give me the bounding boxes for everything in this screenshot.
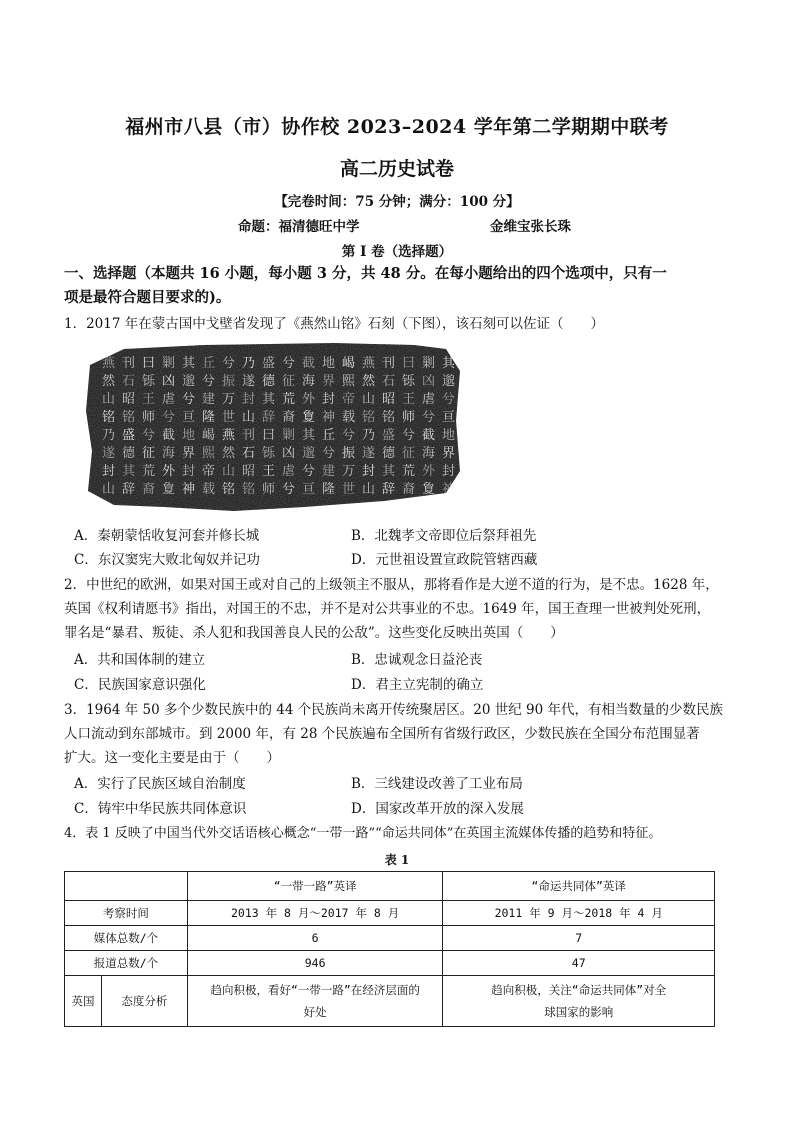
inscription-glyph: 石 [242,446,256,461]
q2-option-a[interactable]: A．共和国体制的建立 [74,652,206,668]
q3-option-a[interactable]: A．实行了民族区域自治制度 [74,776,246,792]
inscription-glyph: 其 [302,428,316,443]
inscription-glyph: 帝 [202,464,216,479]
inscription-glyph: 兮 [182,392,196,407]
question-4-stem: 4．表 1 反映了中国当代外交话语核心概念“一带一路”“命运共同体”在英国主流媒体传播的趋势和特征。 [64,826,662,841]
inscription-glyph: 封 [442,464,456,479]
inscription-glyph: 盛 [122,428,136,443]
inscription-glyph: 其 [122,464,136,479]
inscription-glyph: 辞 [382,482,396,497]
question-3-stem [64,698,732,770]
inscription-glyph: 万 [342,464,356,479]
inscription-glyph: 剿 [282,428,296,443]
inscription-glyph: 地 [442,428,456,443]
inscription-glyph: 德 [122,446,136,461]
inscription-glyph: 兮 [282,482,296,497]
table-corner-cell [65,872,188,901]
table-row-label: 考察时间 [65,901,188,926]
inscription-glyph: 征 [402,446,416,461]
table-label-attitude: 态度分析 [121,994,168,1008]
inscription-glyph: 昭 [242,464,256,479]
inscription-glyph: 隆 [202,410,216,425]
cell-line: 好处 [303,1005,327,1019]
inscription-image [84,341,464,513]
question-line: 罪名是“暴君、叛徒、杀人犯和我国善良人民的公敌”。这些变化反映出英国（ ） [64,625,564,641]
inscription-glyph: 界 [442,446,456,461]
table-row [65,901,715,926]
inscription-glyph: 昭 [122,392,136,407]
table-header-cell: “命运共同体”英译 [443,872,715,901]
question-line: 人口流动到东部城市。到 2000 年，有 28 个民族遍布全国所有省级行政区，少数民族在全国分布范围显著 [64,726,700,742]
exam-author-left: 命题：福清德旺中学 [238,219,360,235]
inscription-glyph: 山 [222,464,236,479]
inscription-glyph: 邈 [302,446,316,461]
inscription-glyph: 铭 [242,482,256,497]
exam-time-info: 【完卷时间：75 分钟；满分：100 分】 [274,194,520,210]
inscription-glyph: 王 [142,392,156,407]
inscription-glyph: 山 [102,482,116,497]
inscription-glyph: 山 [102,392,116,407]
inscription-glyph: 辞 [122,482,136,497]
inscription-glyph: 铭 [382,410,396,425]
inscription-glyph: 其 [182,356,196,371]
exam-author-right: 金维宝张长珠 [490,219,571,235]
inscription-glyph: 亘 [442,410,456,425]
inscription-glyph: 征 [282,374,296,389]
inscription-glyph: 兮 [302,464,316,479]
inscription-glyph: 截 [302,356,316,371]
table-cell: 2013 年 8 月～2017 年 8 月 [187,901,443,926]
table-cell: 946 [187,951,443,976]
table-cell: 2011 年 9 月～2018 年 4 月 [443,901,715,926]
inscription-glyph: 载 [342,410,356,425]
inscription-glyph: 师 [142,410,156,425]
inscription-glyph: 夐 [422,482,436,497]
inscription-glyph: 剿 [162,356,176,371]
inscription-glyph: 石 [122,374,136,389]
inscription-glyph: 燕 [222,428,236,443]
inscription-glyph: 铭 [362,410,376,425]
inscription-glyph: 征 [142,446,156,461]
section-line: 一、选择题（本题共 16 小题，每小题 3 分，共 48 分。在每小题给出的四个选项中，只有一 [64,265,667,282]
part-title: 第 I 卷（选择题） [341,244,453,260]
table-row [65,976,715,1027]
inscription-glyph: 地 [182,428,196,443]
inscription-glyph: 帝 [342,392,356,407]
question-line: 扩大。这一变化主要是由于（ ） [64,750,280,766]
inscription-glyph: 然 [102,374,116,389]
inscription-glyph: 载 [202,482,216,497]
inscription-glyph: 封 [182,464,196,479]
question-line: 2．中世纪的欧洲，如果对国王或对自己的上级领主不服从，那将看作是大逆不道的行为，是不忠。1628 年， [64,577,719,593]
inscription-glyph: 虐 [162,392,176,407]
inscription-glyph: 界 [322,374,336,389]
inscription-glyph: 兮 [322,446,336,461]
inscription-glyph: 铭 [102,410,116,425]
inscription-glyph: 邈 [182,374,196,389]
inscription-glyph: 铄 [402,374,416,389]
inscription-glyph: 兮 [442,392,456,407]
inscription-glyph: 曰 [142,356,156,371]
inscription-glyph: 遂 [362,446,376,461]
inscription-glyph: 燕 [362,356,376,371]
inscription-glyph: 地 [322,356,336,371]
inscription-glyph: 王 [262,464,276,479]
inscription-glyph: 德 [382,446,396,461]
inscription-glyph: 兮 [222,356,236,371]
inscription-glyph: 亘 [302,482,316,497]
inscription-glyph: 封 [102,464,116,479]
inscription-glyph: 铭 [222,482,236,497]
inscription-glyph: 遂 [242,374,256,389]
inscription-glyph: 熙 [342,374,356,389]
inscription-glyph: 荒 [142,464,156,479]
inscription-glyph: 昭 [382,392,396,407]
inscription-glyph: 曰 [262,428,276,443]
inscription-glyph: 世 [342,482,356,497]
inscription-glyph: 剿 [422,356,436,371]
inscription-glyph: 盛 [262,356,276,371]
table-header-row [65,872,715,901]
inscription-glyph: 神 [182,482,196,497]
inscription-glyph: 夐 [162,482,176,497]
table-cell [187,976,443,1027]
table-label-country: 英国 [65,976,102,1026]
table-row-label: 报道总数/个 [65,951,188,976]
q1-option-b[interactable]: B．北魏孝文帝即位后祭拜祖先 [351,528,537,544]
inscription-glyph: 丘 [322,428,336,443]
inscription-glyph: 遂 [102,446,116,461]
inscription-glyph: 虐 [422,392,436,407]
q2-option-d[interactable]: D．君主立宪制的确立 [351,677,484,693]
inscription-glyph: 其 [262,392,276,407]
q1-option-c[interactable]: C．东汉窦宪大败北匈奴并记功 [74,552,260,568]
inscription-glyph: 盛 [382,428,396,443]
inscription-glyph: 嵑 [202,428,216,443]
cell-line: 球国家的影响 [544,1005,614,1019]
cell-line: 趋向积极，关注“命运共同体”对全 [491,983,667,997]
inscription-glyph: 曰 [402,356,416,371]
data-table [64,871,715,1027]
table-row-label: 媒体总数/个 [65,926,188,951]
inscription-glyph: 乃 [362,428,376,443]
inscription-glyph: 刊 [242,428,256,443]
inscription-glyph: 师 [262,482,276,497]
table-caption: 表 1 [384,853,410,867]
inscription-glyph: 刊 [122,356,136,371]
inscription-glyph: 凶 [282,446,296,461]
inscription-glyph: 封 [322,392,336,407]
inscription-glyph: 裔 [402,482,416,497]
table-row [65,951,715,976]
q2-option-c[interactable]: C．民族国家意识强化 [74,677,206,693]
question-1-stem: 1．2017 年在蒙古国中戈壁省发现了《燕然山铭》石刻（下图），该石刻可以佐证（ ） [64,316,604,332]
inscription-glyph: 海 [162,446,176,461]
inscription-glyph: 外 [162,464,176,479]
inscription-glyph: 凶 [422,374,436,389]
inscription-glyph: 辞 [262,410,276,425]
inscription-glyph: 荒 [402,464,416,479]
inscription-glyph: 封 [362,464,376,479]
inscription-glyph: 石 [382,374,396,389]
inscription-glyph: 隆 [322,482,336,497]
inscription-glyph: 德 [262,374,276,389]
inscription-glyph: 海 [422,446,436,461]
inscription-glyph: 凶 [162,374,176,389]
inscription-glyph: 王 [402,392,416,407]
inscription-glyph: 山 [362,392,376,407]
table-cell [443,976,715,1027]
inscription-glyph: 乃 [102,428,116,443]
inscription-glyph: 乃 [242,356,256,371]
table-row [65,926,715,951]
inscription-glyph: 铄 [262,446,276,461]
section-line: 项是最符合题目要求的)。 [64,289,231,306]
inscription-glyph: 裔 [142,482,156,497]
inscription-glyph: 然 [222,446,236,461]
inscription-glyph: 截 [162,428,176,443]
inscription-glyph: 振 [222,374,236,389]
inscription-glyph: 界 [182,446,196,461]
inscription-glyph: 建 [322,464,336,479]
inscription-glyph: 刊 [382,356,396,371]
q3-option-d[interactable]: D．国家改革开放的深入发展 [351,801,524,817]
inscription-glyph: 丘 [202,356,216,371]
inscription-glyph: 裔 [282,410,296,425]
exam-title: 福州市八县（市）协作校 2023–2024 学年第二学期期中联考 [125,116,669,138]
section-instructions [64,262,734,310]
inscription-glyph: 世 [222,410,236,425]
inscription-glyph: 嵑 [342,356,356,371]
question-line: 英国《权利请愿书》指出，对国王的不忠，并不是对公共事业的不忠。1649 年，国王查理一世被判处死刑， [64,601,711,617]
inscription-glyph: 振 [342,446,356,461]
inscription-glyph: 兮 [342,428,356,443]
inscription-glyph: 师 [402,410,416,425]
inscription-glyph: 熙 [202,446,216,461]
question-2-stem [64,573,732,645]
inscription-glyph: 神 [442,482,456,497]
q1-option-d[interactable]: D．元世祖设置宣政院管辖西藏 [351,552,538,568]
q3-option-b[interactable]: B．三线建设改善了工业布局 [351,776,523,792]
exam-subtitle: 高二历史试卷 [339,158,454,180]
inscription-glyph: 然 [362,374,376,389]
inscription-glyph: 山 [362,482,376,497]
inscription-glyph: 其 [382,464,396,479]
inscription-glyph: 兮 [162,410,176,425]
inscription-glyph: 外 [302,392,316,407]
inscription-glyph: 万 [222,392,236,407]
inscription-glyph: 兮 [402,428,416,443]
inscription-glyph: 山 [242,410,256,425]
inscription-glyph: 兮 [142,428,156,443]
q3-option-c[interactable]: C．铸牢中华民族共同体意识 [74,801,247,817]
inscription-glyph: 虐 [282,464,296,479]
inscription-glyph: 兮 [202,374,216,389]
table-cell: 7 [443,926,715,951]
inscription-glyph: 邈 [442,374,456,389]
inscription-glyph: 荒 [282,392,296,407]
inscription-glyph: 封 [242,392,256,407]
inscription-glyph: 兮 [282,356,296,371]
q1-option-a[interactable]: A．秦朝蒙恬收复河套并修长城 [74,528,260,544]
inscription-glyph: 其 [442,356,456,371]
table-cell: 6 [187,926,443,951]
table-header-cell: “一带一路”英译 [187,872,443,901]
inscription-glyph: 铭 [122,410,136,425]
inscription-glyph: 海 [302,374,316,389]
inscription-glyph: 神 [322,410,336,425]
inscription-glyph: 外 [422,464,436,479]
inscription-stone-svg [84,341,464,513]
table-cell: 47 [443,951,715,976]
cell-line: 趋向积极，看好“一带一路”在经济层面的 [210,983,420,997]
inscription-glyph: 燕 [102,356,116,371]
q2-option-b[interactable]: B．忠诚观念日益沦丧 [351,652,483,668]
inscription-glyph: 亘 [182,410,196,425]
table-row-label [65,976,188,1027]
inscription-glyph: 铄 [142,374,156,389]
inscription-glyph: 建 [202,392,216,407]
inscription-glyph: 截 [422,428,436,443]
inscription-glyph: 夐 [302,410,316,425]
inscription-glyph: 兮 [422,410,436,425]
question-line: 3．1964 年 50 多个少数民族中的 44 个民族尚未离开传统聚居区。20 世纪 90 年代，有相当数量的少数民族 [64,702,723,718]
